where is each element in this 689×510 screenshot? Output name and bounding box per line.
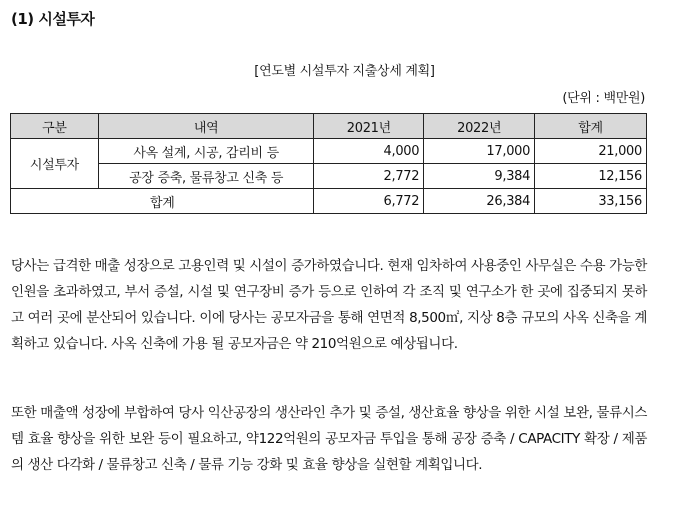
table-row <box>11 139 647 164</box>
row-2022: 17,000 <box>424 139 535 164</box>
unit-note: (단위 : 백만원) <box>562 91 645 106</box>
table-total-row <box>11 189 647 214</box>
total-2021: 6,772 <box>314 189 424 214</box>
table-caption: [연도별 시설투자 지출상세 계획] <box>254 64 435 79</box>
row-2021: 2,772 <box>314 164 424 189</box>
header-2022: 2022년 <box>424 114 535 139</box>
row-total: 12,156 <box>535 164 647 189</box>
row-2021: 4,000 <box>314 139 424 164</box>
header-total: 합계 <box>535 114 647 139</box>
table-row <box>11 164 647 189</box>
table-header-row <box>11 114 647 139</box>
total-sum: 33,156 <box>535 189 647 214</box>
total-label: 합계 <box>11 189 314 214</box>
row-2022: 9,384 <box>424 164 535 189</box>
header-category: 구분 <box>11 114 99 139</box>
section-title: (1) 시설투자 <box>11 10 95 28</box>
total-2022: 26,384 <box>424 189 535 214</box>
investment-plan-table <box>10 113 647 214</box>
group-label: 시설투자 <box>11 139 99 189</box>
body-paragraph-1: 당사는 급격한 매출 성장으로 고용인력 및 시설이 증가하였습니다. 현재 임차하여 사용중인 사무실은 수용 가능한 인원을 초과하였고, 부서 증설, 시설 및 연구장비 증가 등으로 인하여 각 조직 및 연구소가 한 곳에 집중되지 못하고 여러 곳에 분산되어 있습니다. 이에 당사는 공모자금을 통해 연면적 8,500㎡, 지상 8층 규모의 사옥 신축을 계획하고 있습니다. 사옥 신축에 가용 될 공모자금은 약 210억원으로 예상됩니다. <box>11 258 647 352</box>
body-paragraph-2: 또한 매출액 성장에 부합하여 당사 익산공장의 생산라인 추가 및 증설, 생산효율 향상을 위한 시설 보완, 물류시스템 효율 향상을 위한 보완 등이 필요하고, 약122억원의 공모자금 투입을 통해 공장 증축 / CAPACITY 확장 / 제품의 생산 다각화 / 물류창고 신축 / 물류 기능 강화 및 효율 향상을 실현할 계획입니다. <box>11 405 647 473</box>
header-detail: 내역 <box>98 114 314 139</box>
row-item: 공장 증축, 물류창고 신축 등 <box>98 164 314 189</box>
row-total: 21,000 <box>535 139 647 164</box>
header-2021: 2021년 <box>314 114 424 139</box>
row-item: 사옥 설계, 시공, 감리비 등 <box>98 139 314 164</box>
